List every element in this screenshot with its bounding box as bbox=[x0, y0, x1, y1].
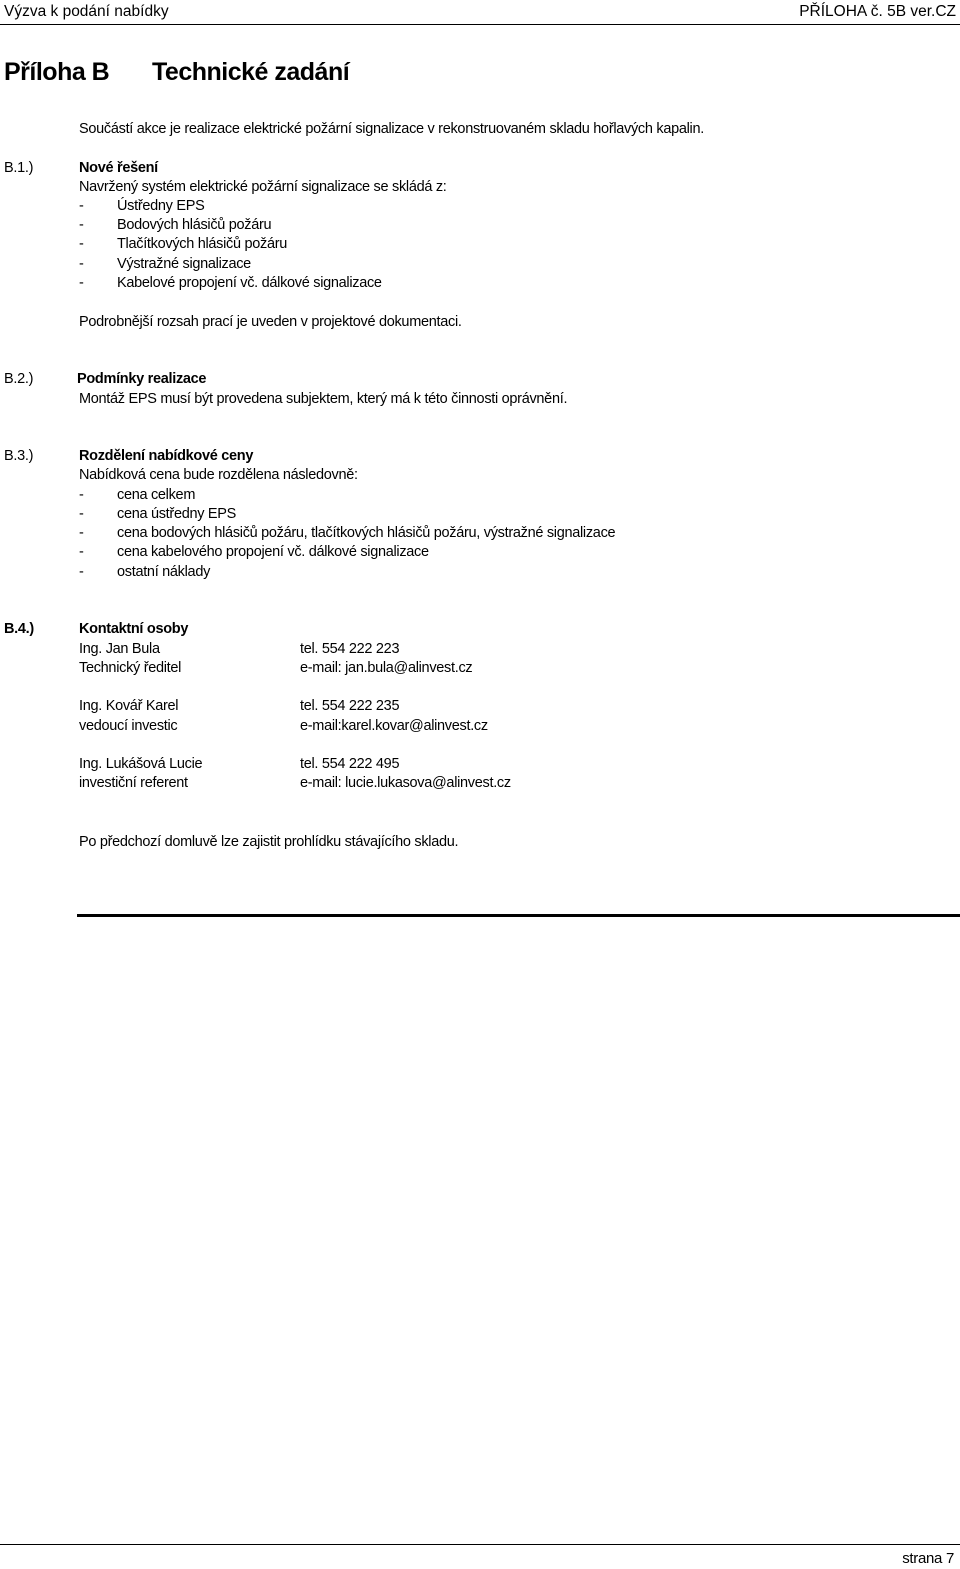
list-item: Bodových hlásičů požáru bbox=[117, 217, 272, 233]
section-b1-number: B.1.) bbox=[4, 160, 34, 176]
section-b1-note: Podrobnější rozsah prací je uveden v projektové dokumentaci. bbox=[79, 314, 462, 330]
list-item: cena celkem bbox=[117, 487, 196, 503]
page-number: strana 7 bbox=[902, 1550, 954, 1567]
section-b1-heading: Nové řešení bbox=[79, 160, 158, 176]
list-item: Výstražné signalizace bbox=[117, 256, 251, 272]
contact-name: Ing. Jan Bula bbox=[79, 641, 160, 657]
list-dash: - bbox=[79, 525, 84, 541]
list-item: Kabelové propojení vč. dálkové signalizace bbox=[117, 275, 382, 291]
list-dash: - bbox=[79, 236, 84, 252]
contact-email: e-mail: lucie.lukasova@alinvest.cz bbox=[300, 775, 511, 791]
section-b1-lead: Navržený systém elektrické požární signalizace se skládá z: bbox=[79, 179, 447, 195]
list-item: ostatní náklady bbox=[117, 564, 211, 580]
section-divider bbox=[77, 914, 960, 917]
list-item: Tlačítkových hlásičů požáru bbox=[117, 236, 288, 252]
header-left: Výzva k podání nabídky bbox=[4, 3, 169, 20]
header-right: PŘÍLOHA č. 5B ver.CZ bbox=[799, 3, 956, 20]
section-b2-heading: Podmínky realizace bbox=[77, 371, 207, 387]
list-dash: - bbox=[79, 506, 84, 522]
section-b4-number: B.4.) bbox=[4, 621, 34, 637]
intro-text: Součástí akce je realizace elektrické požární signalizace v rekonstruovaném skladu hořlavých kapalin. bbox=[79, 121, 704, 137]
contact-role: Technický ředitel bbox=[79, 660, 182, 676]
section-b3-lead: Nabídková cena bude rozdělena následovně: bbox=[79, 467, 358, 483]
list-item: cena ústředny EPS bbox=[117, 506, 237, 522]
section-b2-number: B.2.) bbox=[4, 371, 34, 387]
list-dash: - bbox=[79, 275, 84, 291]
contact-name: Ing. Lukášová Lucie bbox=[79, 756, 203, 772]
contact-role: vedoucí investic bbox=[79, 718, 178, 734]
list-item: cena kabelového propojení vč. dálkové signalizace bbox=[117, 544, 429, 560]
section-b2-text: Montáž EPS musí být provedena subjektem, který má k této činnosti oprávnění. bbox=[79, 391, 568, 407]
contact-name: Ing. Kovář Karel bbox=[79, 698, 179, 714]
list-dash: - bbox=[79, 487, 84, 503]
list-dash: - bbox=[79, 256, 84, 272]
contact-email: e-mail:karel.kovar@alinvest.cz bbox=[300, 718, 488, 734]
list-item: cena bodových hlásičů požáru, tlačítkových hlásičů požáru, výstražné signalizace bbox=[117, 525, 616, 541]
contact-phone: tel. 554 222 235 bbox=[300, 698, 400, 714]
contact-phone: tel. 554 222 223 bbox=[300, 641, 400, 657]
section-b3-number: B.3.) bbox=[4, 448, 34, 464]
page-title: Technické zadání bbox=[152, 58, 350, 86]
section-b4-heading: Kontaktní osoby bbox=[79, 621, 189, 637]
list-dash: - bbox=[79, 217, 84, 233]
header-rule bbox=[0, 24, 960, 25]
list-dash: - bbox=[79, 544, 84, 560]
contact-email: e-mail: jan.bula@alinvest.cz bbox=[300, 660, 473, 676]
contact-phone: tel. 554 222 495 bbox=[300, 756, 400, 772]
list-dash: - bbox=[79, 564, 84, 580]
contact-role: investiční referent bbox=[79, 775, 188, 791]
list-dash: - bbox=[79, 198, 84, 214]
closing-text: Po předchozí domluvě lze zajistit prohlídku stávajícího skladu. bbox=[79, 834, 459, 850]
section-b3-heading: Rozdělení nabídkové ceny bbox=[79, 448, 254, 464]
footer-rule bbox=[0, 1544, 960, 1545]
annex-label: Příloha B bbox=[4, 58, 110, 86]
list-item: Ústředny EPS bbox=[117, 198, 205, 214]
